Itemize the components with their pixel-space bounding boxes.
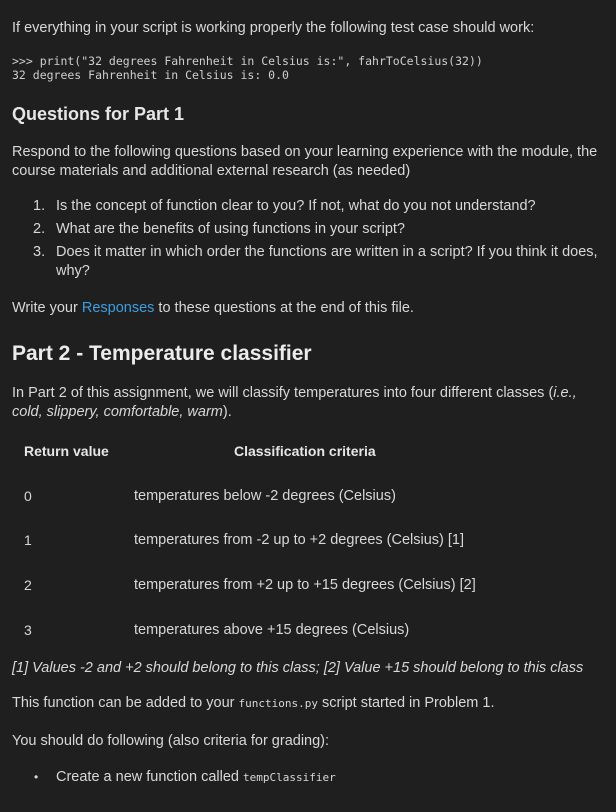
question-text: What are the benefits of using functions in your script? — [56, 221, 405, 237]
table-header-return-value: Return value — [24, 443, 109, 459]
question-number: 1. — [33, 198, 46, 214]
part2-intro-after: ). — [222, 404, 232, 420]
footnote: [1] Values -2 and +2 should belong to this class; [2] Value +15 should belong to this class — [12, 660, 584, 676]
responses-before: Write your — [12, 300, 82, 316]
table-header-criteria: Classification criteria — [234, 443, 376, 459]
code-line-2: 32 degrees Fahrenheit in Celsius is: 0.0 — [12, 68, 289, 82]
responses-line — [12, 299, 602, 318]
table-cell-value: 0 — [24, 488, 32, 504]
bullet-text: Create a new function called — [56, 769, 243, 785]
table-cell-criteria: temperatures from -2 up to +2 degrees (Celsius) [1] — [134, 532, 465, 548]
code-line-1: >>> print("32 degrees Fahrenheit in Celsius is:", fahrToCelsius(32)) — [12, 54, 483, 68]
part2-intro — [12, 384, 602, 422]
question-item — [0, 243, 600, 281]
questions-heading: Questions for Part 1 — [12, 104, 185, 124]
bullet-item — [56, 769, 336, 785]
question-number: 2. — [33, 221, 46, 237]
table-cell-value: 3 — [24, 622, 32, 638]
part2-intro-before: In Part 2 of this assignment, we will classify temperatures into four different classes ( — [12, 385, 554, 401]
question-text: Does it matter in which order the functions are written in a script? If you think it does, why? — [56, 244, 598, 279]
add-function-after: script started in Problem 1. — [318, 695, 495, 711]
responses-after: to these questions at the end of this file. — [154, 300, 414, 316]
questions-intro: Respond to the following questions based on your learning experience with the module, the course materials and additional external research (as needed) — [12, 144, 598, 179]
table-cell-criteria: temperatures from +2 up to +15 degrees (Celsius) [2] — [134, 577, 476, 593]
part2-heading: Part 2 - Temperature classifier — [12, 342, 312, 365]
add-function-line — [12, 695, 495, 711]
functions-py-code: functions.py — [238, 697, 318, 710]
add-function-before: This function can be added to your — [12, 695, 239, 711]
question-item — [0, 197, 600, 216]
questions-list — [0, 197, 600, 285]
question-item — [0, 220, 600, 239]
question-text: Is the concept of function clear to you? If not, what do you not understand? — [56, 198, 536, 214]
part2-intro-classes: i.e., cold, slippery, comfortable, warm — [12, 385, 577, 420]
temp-classifier-code: tempClassifier — [243, 771, 336, 784]
bullet-icon: • — [34, 770, 39, 784]
table-cell-value: 2 — [24, 577, 32, 593]
criteria-intro: You should do following (also criteria for grading): — [12, 733, 330, 749]
table-cell-value: 1 — [24, 532, 32, 548]
table-cell-criteria: temperatures below -2 degrees (Celsius) — [134, 488, 396, 504]
table-cell-criteria: temperatures above +15 degrees (Celsius) — [134, 622, 410, 638]
question-number: 3. — [33, 244, 46, 260]
intro-text: If everything in your script is working properly the following test case should work: — [12, 20, 535, 36]
responses-link[interactable]: Responses — [81, 300, 155, 316]
